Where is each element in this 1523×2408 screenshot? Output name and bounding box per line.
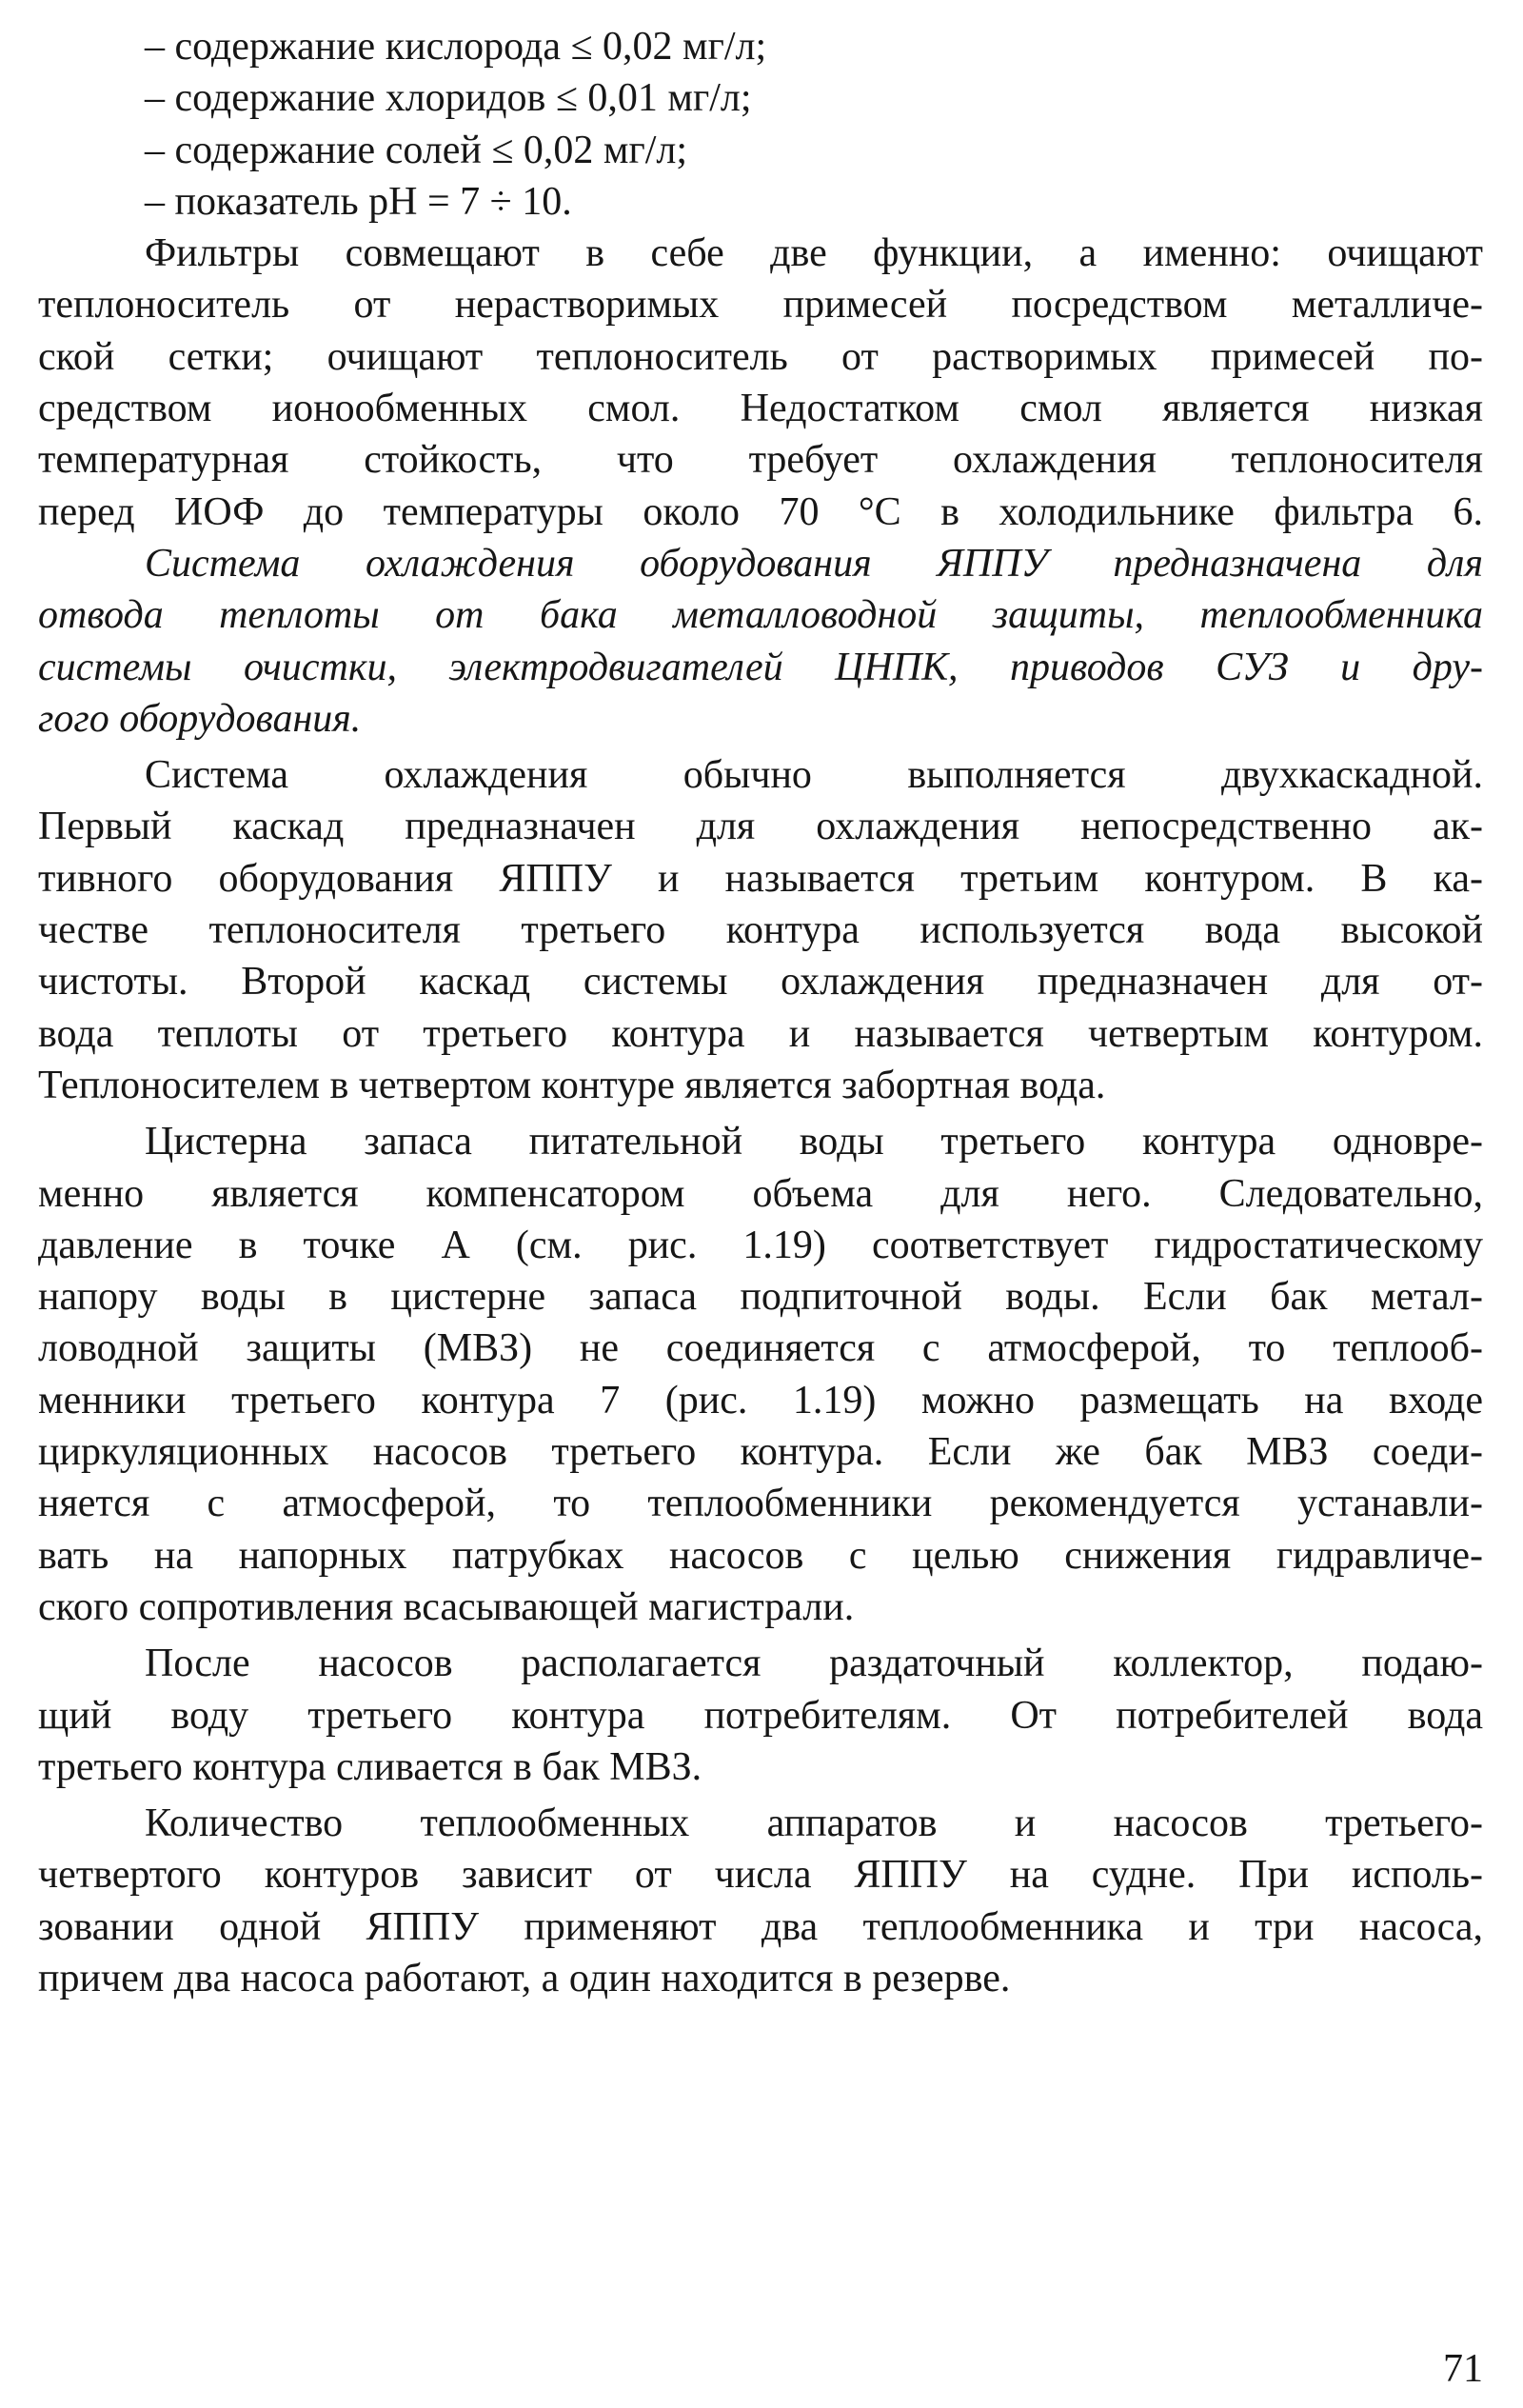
text-line: системы очистки, электродвигателей ЦНПК, приводов СУЗ и дру- [38, 645, 1483, 689]
text-line: напору воды в цистерне запаса подпиточной воды. Если бак метал- [38, 1275, 1483, 1320]
text-line: зовании одной ЯППУ применяют два теплообменника и три насоса, [38, 1904, 1483, 1949]
paragraph-collector [38, 1638, 1483, 1793]
list-item: – содержание хлоридов ≤ 0,01 мг/л; [145, 76, 752, 121]
paragraph-tank [38, 1116, 1483, 1633]
text-line: средством ионообменных смол. Недостатком смол является низкая [38, 387, 1483, 431]
text-line: Система охлаждения обычно выполняется двухкаскадной. [145, 753, 1483, 798]
text-line: гого оборудования. [38, 696, 362, 741]
text-line: перед ИОФ до температуры около 70 °С в холодильнике фильтра 6. [38, 489, 1483, 534]
text-line: Цистерна запаса питательной воды третьего контура одновре- [145, 1120, 1483, 1164]
text-line: причем два насоса работают, а один находится в резерве. [38, 1956, 1011, 2000]
text-line: отвода теплоты от бака металловодной защиты, теплообменника [38, 593, 1483, 638]
text-line: четвертого контуров зависит от числа ЯППУ на судне. При исполь- [38, 1853, 1483, 1898]
text-line: Количество теплообменных аппаратов и насосов третьего- [145, 1801, 1483, 1846]
text-line: щий воду третьего контура потребителям. От потребителей вода [38, 1693, 1483, 1738]
text-line: Фильтры совмещают в себе две функции, а именно: очищают [145, 231, 1483, 276]
text-column [38, 21, 1483, 2004]
text-line: циркуляционных насосов третьего контура. Если же бак МВЗ соеди- [38, 1430, 1483, 1475]
text-line: температурная стойкость, что требует охлаждения теплоносителя [38, 438, 1483, 483]
requirements-list [38, 21, 1483, 228]
text-line: Система охлаждения оборудования ЯППУ предназначена для [145, 541, 1483, 586]
page-number: 71 [1443, 2347, 1483, 2391]
text-line: тивного оборудования ЯППУ и называется третьим контуром. В ка- [38, 856, 1483, 901]
text-line: теплоноситель от нерастворимых примесей посредством металличе- [38, 283, 1483, 328]
paragraph-quantity [38, 1798, 1483, 2004]
list-item: – содержание солей ≤ 0,02 мг/л; [145, 128, 688, 172]
text-line: няется с атмосферой, то теплообменники рекомендуется устанавли- [38, 1482, 1483, 1526]
text-line: После насосов располагается раздаточный коллектор, подаю- [145, 1642, 1483, 1686]
text-line: третьего контура сливается в бак МВЗ. [38, 1744, 702, 1789]
paragraph-definition-italic [38, 538, 1483, 745]
list-item: – содержание кислорода ≤ 0,02 мг/л; [145, 25, 767, 69]
text-line: ского сопротивления всасывающей магистрали. [38, 1584, 855, 1629]
paragraph-filters [38, 228, 1483, 538]
text-line: Теплоносителем в четвертом контуре является забортная вода. [38, 1063, 1106, 1107]
text-line: ловодной защиты (МВЗ) не соединяется с атмосферой, то теплооб- [38, 1326, 1483, 1371]
list-item: – показатель pH = 7 ÷ 10. [145, 179, 572, 224]
text-line: ской сетки; очищают теплоноситель от растворимых примесей по- [38, 334, 1483, 379]
text-line: вода теплоты от третьего контура и называется четвертым контуром. [38, 1011, 1483, 1056]
text-line: вать на напорных патрубках насосов с целью снижения гидравличе- [38, 1533, 1483, 1578]
text-line: чистоты. Второй каскад системы охлаждения предназначен для от- [38, 960, 1483, 1005]
text-line: Первый каскад предназначен для охлаждения непосредственно ак- [38, 805, 1483, 849]
text-line: честве теплоносителя третьего контура используется вода высокой [38, 908, 1483, 953]
paragraph-cooling-cascades [38, 749, 1483, 1111]
text-line: давление в точке А (см. рис. 1.19) соответствует гидростатическому [38, 1223, 1483, 1267]
text-line: менно является компенсатором объема для него. Следовательно, [38, 1171, 1483, 1216]
text-line: менники третьего контура 7 (рис. 1.19) можно размещать на входе [38, 1378, 1483, 1423]
